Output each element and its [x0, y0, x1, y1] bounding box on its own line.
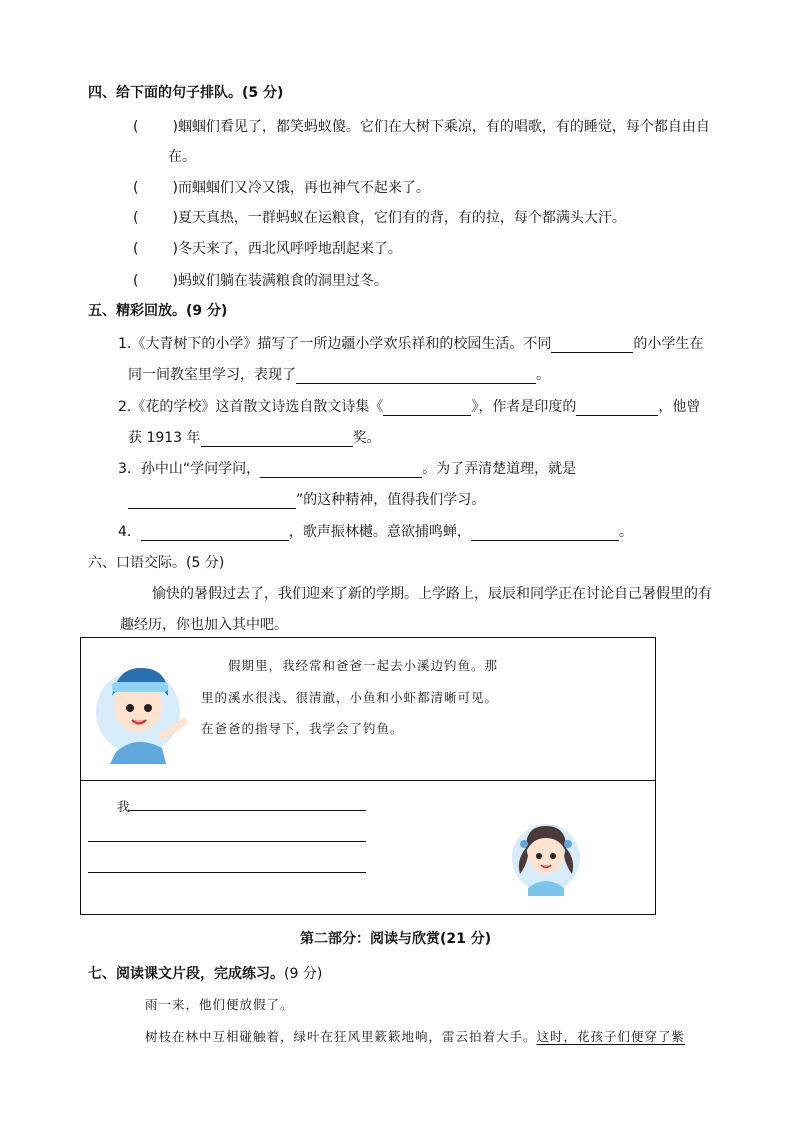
q3-line2: ”的这种精神，值得我们学习。	[128, 489, 485, 509]
section4-title: 四、给下面的句子排队。(5 分)	[88, 85, 284, 101]
answer-blank[interactable]	[260, 463, 422, 478]
answer-blank[interactable]	[551, 338, 633, 353]
answer-line[interactable]	[128, 810, 366, 811]
section6-para-line2: 趣经历，你也加入其中吧。	[120, 617, 288, 633]
answer-line[interactable]	[88, 872, 366, 873]
passage-line1: 雨一来，他们便放假了。	[145, 997, 294, 1012]
passage-line2: 树枝在林中互相碰触着，绿叶在狂风里簌簌地响，雷云拍着大手。这时，花孩子们便穿了紫	[145, 1029, 686, 1044]
girl-illustration	[506, 804, 586, 900]
section6-title: 六、口语交际。(5 分)	[88, 555, 225, 571]
q3-line1: 3．孙中山“学问学问， 。为了弄清楚道理，就是	[118, 461, 577, 477]
order-item-1: ( )蝈蝈们看见了，都笑蚂蚁傻。它们在大树下乘凉，有的唱歌，有的睡觉，每个都自由自	[133, 119, 710, 135]
answer-blank[interactable]	[471, 526, 619, 541]
q2-line1: 2.《花的学校》这首散文诗选自散文诗集《 》，作者是印度的 ，他曾	[118, 399, 701, 415]
order-item-5: ( )蚂蚁们躺在装满粮食的洞里过冬。	[133, 273, 388, 289]
order-item-2: ( )而蝈蝈们又冷又饿，再也神气不起来了。	[133, 180, 430, 196]
q1-line1: 1.《大青树下的小学》描写了一所边疆小学欢乐祥和的校园生活。不同 的小学生在	[118, 336, 704, 352]
q4-line: 4． ，歌声振林樾。意欲捕鸣蝉， 。	[118, 524, 633, 540]
section5-title: 五、精彩回放。(9 分)	[88, 303, 228, 319]
order-item-4: ( )冬天来了，西北风呼呼地刮起来了。	[133, 241, 402, 257]
section6-para-line1: 愉快的暑假过去了，我们迎来了新的学期。上学路上，辰辰和同学正在讨论自己暑假里的有	[152, 586, 712, 602]
boy-illustration	[96, 652, 192, 768]
order-item-1-cont: 在。	[168, 149, 196, 165]
order-item-3: ( )夏天真热，一群蚂蚁在运粮食，它们有的背，有的拉，每个都满头大汗。	[133, 210, 626, 226]
bubble-line1: 假期里，我经常和爸爸一起去小溪边钓鱼。那	[228, 658, 499, 673]
answer-blank[interactable]	[576, 401, 658, 416]
dialogue-divider	[80, 780, 655, 781]
part2-heading: 第二部分：阅读与欣赏(21 分)	[300, 931, 492, 947]
answer-line[interactable]	[88, 841, 366, 842]
answer-blank[interactable]	[141, 526, 289, 541]
answer-blank[interactable]	[128, 494, 296, 509]
bubble-line2: 里的溪水很浅、很清澈，小鱼和小虾都清晰可见。	[201, 690, 499, 705]
q2-line2: 获 1913 年 奖。	[128, 430, 381, 446]
q1-line2: 同一间教室里学习，表现了 。	[128, 367, 550, 383]
answer-blank[interactable]	[383, 401, 471, 416]
answer-blank[interactable]	[201, 432, 353, 447]
answer-start: 我	[117, 799, 131, 814]
bubble-line3: 在爸爸的指导下，我学会了钓鱼。	[201, 721, 404, 736]
section7-title: 七、阅读课文片段，完成练习。(9 分)	[88, 966, 323, 982]
answer-blank[interactable]	[296, 369, 536, 384]
